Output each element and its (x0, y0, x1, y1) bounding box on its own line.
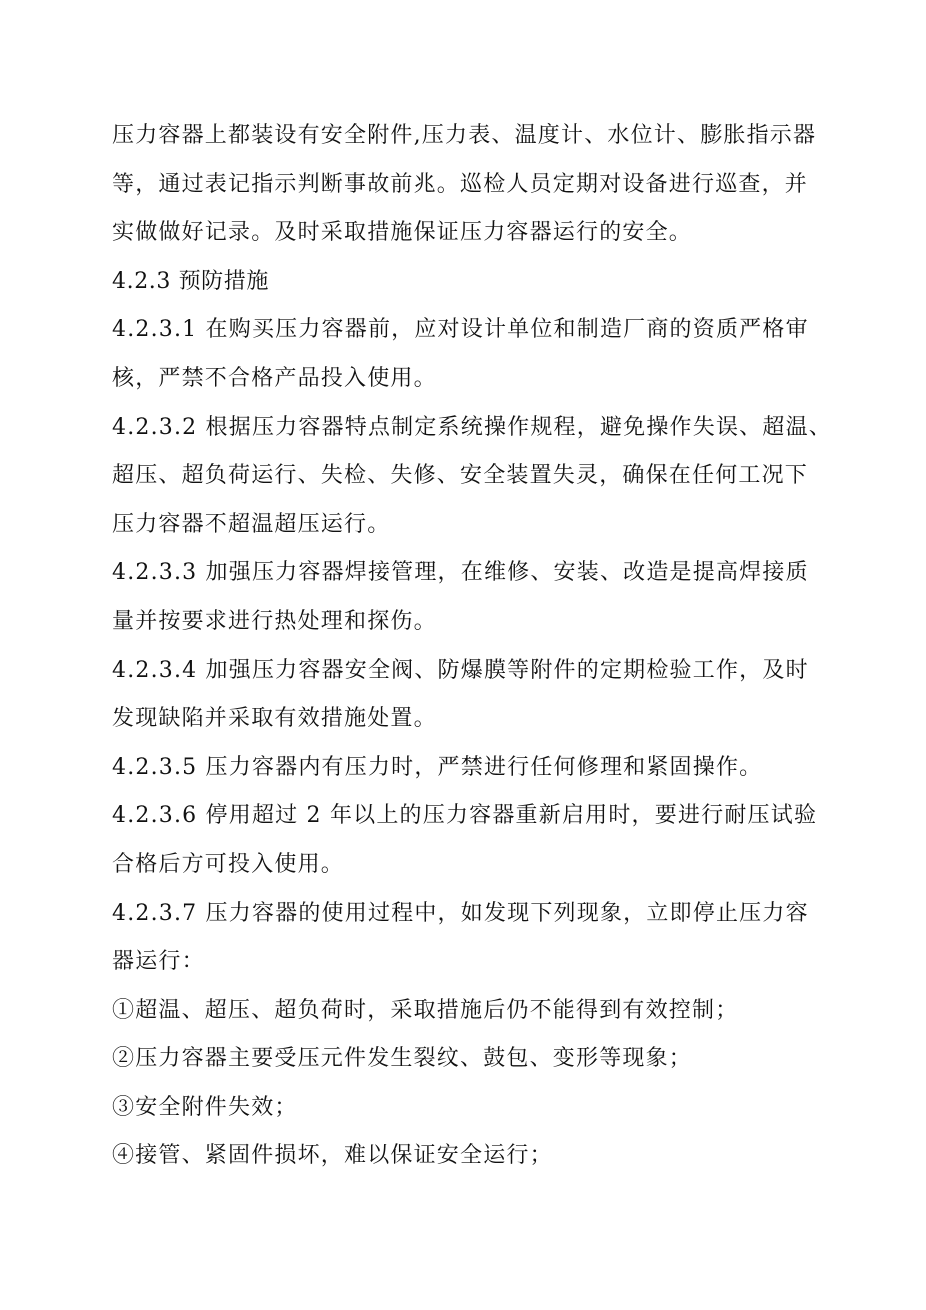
document-body (112, 116, 832, 1185)
paragraph-line: 压力容器上都装设有安全附件,压力表、温度计、水位计、膨胀指示器 (112, 123, 817, 148)
paragraph-line: 4.2.3.3 加强压力容器焊接管理，在维修、安装、改造是提高焊接质 (112, 560, 809, 586)
paragraph-line: 发现缺陷并采取有效措施处置。 (112, 706, 437, 732)
list-item: ④接管、紧固件损坏，难以保证安全运行； (112, 1143, 553, 1169)
list-item: ①超温、超压、超负荷时，采取措施后仍不能得到有效控制； (112, 997, 739, 1023)
paragraph-line: 4.2.3.5 压力容器内有压力时，严禁进行任何修理和紧固操作。 (112, 754, 763, 780)
paragraph-line: 器运行： (112, 949, 205, 975)
section-heading: 4.2.3 预防措施 (112, 268, 269, 294)
paragraph-line: 4.2.3.4 加强压力容器安全阀、防爆膜等附件的定期检验工作，及时 (112, 657, 809, 683)
paragraph-line: 4.2.3.7 压力容器的使用过程中，如发现下列现象，立即停止压力容 (112, 900, 809, 926)
paragraph-line: 超压、超负荷运行、失检、失修、安全装置失灵，确保在任何工况下 (112, 463, 809, 489)
paragraph-line: 量并按要求进行热处理和探伤。 (112, 608, 437, 634)
paragraph-line: 4.2.3.1 在购买压力容器前，应对设计单位和制造厂商的资质严格审 (112, 317, 809, 343)
paragraph-line: 等，通过表记指示判断事故前兆。巡检人员定期对设备进行巡查，并 (112, 171, 809, 197)
list-item: ②压力容器主要受压元件发生裂纹、鼓包、变形等现象； (112, 1046, 693, 1072)
paragraph-line: 实做做好记录。及时采取措施保证压力容器运行的安全。 (112, 220, 693, 246)
list-item: ③安全附件失效； (112, 1094, 298, 1120)
paragraph-line: 合格后方可投入使用。 (112, 851, 345, 877)
paragraph-line: 4.2.3.2 根据压力容器特点制定系统操作规程，避免操作失误、超温、 (112, 414, 832, 440)
paragraph-line: 压力容器不超温超压运行。 (112, 511, 391, 537)
paragraph-line: 核，严禁不合格产品投入使用。 (112, 365, 437, 391)
paragraph-line: 4.2.3.6 停用超过 2 年以上的压力容器重新启用时，要进行耐压试验 (112, 803, 818, 829)
